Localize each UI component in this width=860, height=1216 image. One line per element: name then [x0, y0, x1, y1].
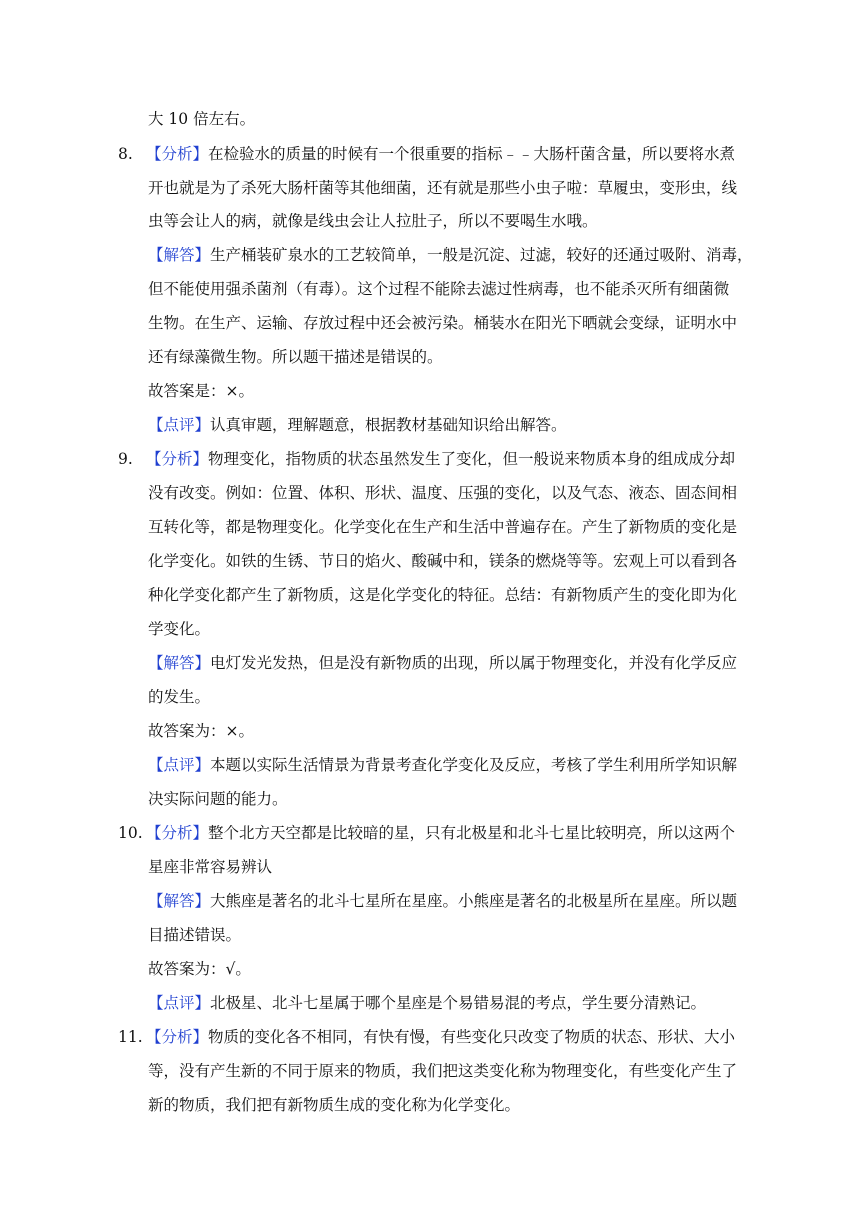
- answer-tag: 【解答】: [148, 892, 211, 910]
- q9-comment-line: 【点评】本题以实际生活情景为背景考查化学变化及反应，考核了学生利用所学知识解: [148, 756, 738, 774]
- answer-tag: 【解答】: [148, 654, 211, 672]
- q9-analysis-line: 没有改变。例如：位置、体积、形状、温度、压强的变化，以及气态、液态、固态间相: [148, 484, 738, 502]
- comment-tag: 【点评】: [148, 756, 211, 774]
- q8-result: 故答案是：×。: [148, 382, 254, 400]
- q9-result: 故答案为：×。: [148, 722, 254, 740]
- q11-analysis-line: 新的物质，我们把有新物质生成的变化称为化学变化。: [148, 1096, 521, 1114]
- q9-analysis-line: 互转化等，都是物理变化。化学变化在生产和生活中普遍存在。产生了新物质的变化是: [148, 518, 738, 536]
- q9-analysis-line: 学变化。: [148, 620, 211, 638]
- q8-analysis-line: 开也就是为了杀死大肠杆菌等其他细菌，还有就是那些小虫子啦：草履虫，变形虫，线: [148, 179, 738, 197]
- q9-analysis-line: 9. 【分析】物理变化，指物质的状态虽然发生了变化，但一般说来物质本身的组成成分却: [118, 450, 736, 468]
- q10-answer-line: 目描述错误。: [148, 926, 242, 944]
- q8-analysis-line: 虫等会让人的病，就像是线虫会让人拉肚子，所以不要喝生水哦。: [148, 212, 598, 230]
- analysis-tag: 【分析】: [146, 1028, 209, 1046]
- q10-number: 10.: [118, 824, 143, 842]
- q10-analysis-line: 星座非常容易辨认: [148, 858, 273, 876]
- q9-analysis-line: 化学变化。如铁的生锈、节日的焰火、酸碱中和，镁条的燃烧等等。宏观上可以看到各: [148, 552, 738, 570]
- q11-analysis-line: 等，没有产生新的不同于原来的物质，我们把这类变化称为物理变化，有些变化产生了: [148, 1062, 738, 1080]
- q8-answer-line: 但不能使用强杀菌剂（有毒）。这个过程不能除去滤过性病毒，也不能杀灭所有细菌微: [148, 280, 730, 298]
- q9-analysis-line: 种化学变化都产生了新物质，这是化学变化的特征。总结：有新物质产生的变化即为化: [148, 586, 738, 604]
- q7-continuation: 大 10 倍左右。: [148, 110, 256, 128]
- q10-result: 故答案为：√。: [148, 960, 251, 978]
- q8-number: 8.: [118, 145, 133, 163]
- comment-tag: 【点评】: [148, 994, 211, 1012]
- q11-number: 11.: [118, 1028, 143, 1046]
- q10-comment-line: 【点评】北极星、北斗七星属于哪个星座是个易错易混的考点，学生要分清熟记。: [148, 994, 707, 1012]
- q11-analysis-line: 11. 【分析】物质的变化各不相同，有快有慢，有些变化只改变了物质的状态、形状、大小: [118, 1028, 736, 1046]
- q8-answer-line: 还有绿藻微生物。所以题干描述是错误的。: [148, 348, 443, 366]
- comment-tag: 【点评】: [148, 416, 211, 434]
- q8-analysis-line: 8. 【分析】在检验水的质量的时候有一个很重要的指标﹣﹣大肠杆菌含量，所以要将水煮: [118, 145, 736, 163]
- q9-answer-line: 的发生。: [148, 688, 211, 706]
- analysis-tag: 【分析】: [146, 824, 209, 842]
- q10-analysis-line: 10. 【分析】整个北方天空都是比较暗的星，只有北极星和北斗七星比较明亮，所以这两个: [118, 824, 736, 842]
- q8-answer-line: 【解答】生产桶装矿泉水的工艺较简单，一般是沉淀、过滤，较好的还通过吸附、消毒，: [148, 246, 753, 264]
- q9-answer-line: 【解答】电灯发光发热，但是没有新物质的出现，所以属于物理变化，并没有化学反应: [148, 654, 738, 672]
- q8-answer-line: 生物。在生产、运输、存放过程中还会被污染。桶装水在阳光下晒就会变绿，证明水中: [148, 314, 738, 332]
- q10-answer-line: 【解答】大熊座是著名的北斗七星所在星座。小熊座是著名的北极星所在星座。所以题: [148, 892, 738, 910]
- q9-comment-line: 决实际问题的能力。: [148, 790, 288, 808]
- answer-tag: 【解答】: [148, 246, 211, 264]
- q9-number: 9.: [118, 450, 133, 468]
- q8-comment-line: 【点评】认真审题，理解题意，根据教材基础知识给出解答。: [148, 416, 567, 434]
- analysis-tag: 【分析】: [146, 450, 209, 468]
- analysis-tag: 【分析】: [146, 145, 209, 163]
